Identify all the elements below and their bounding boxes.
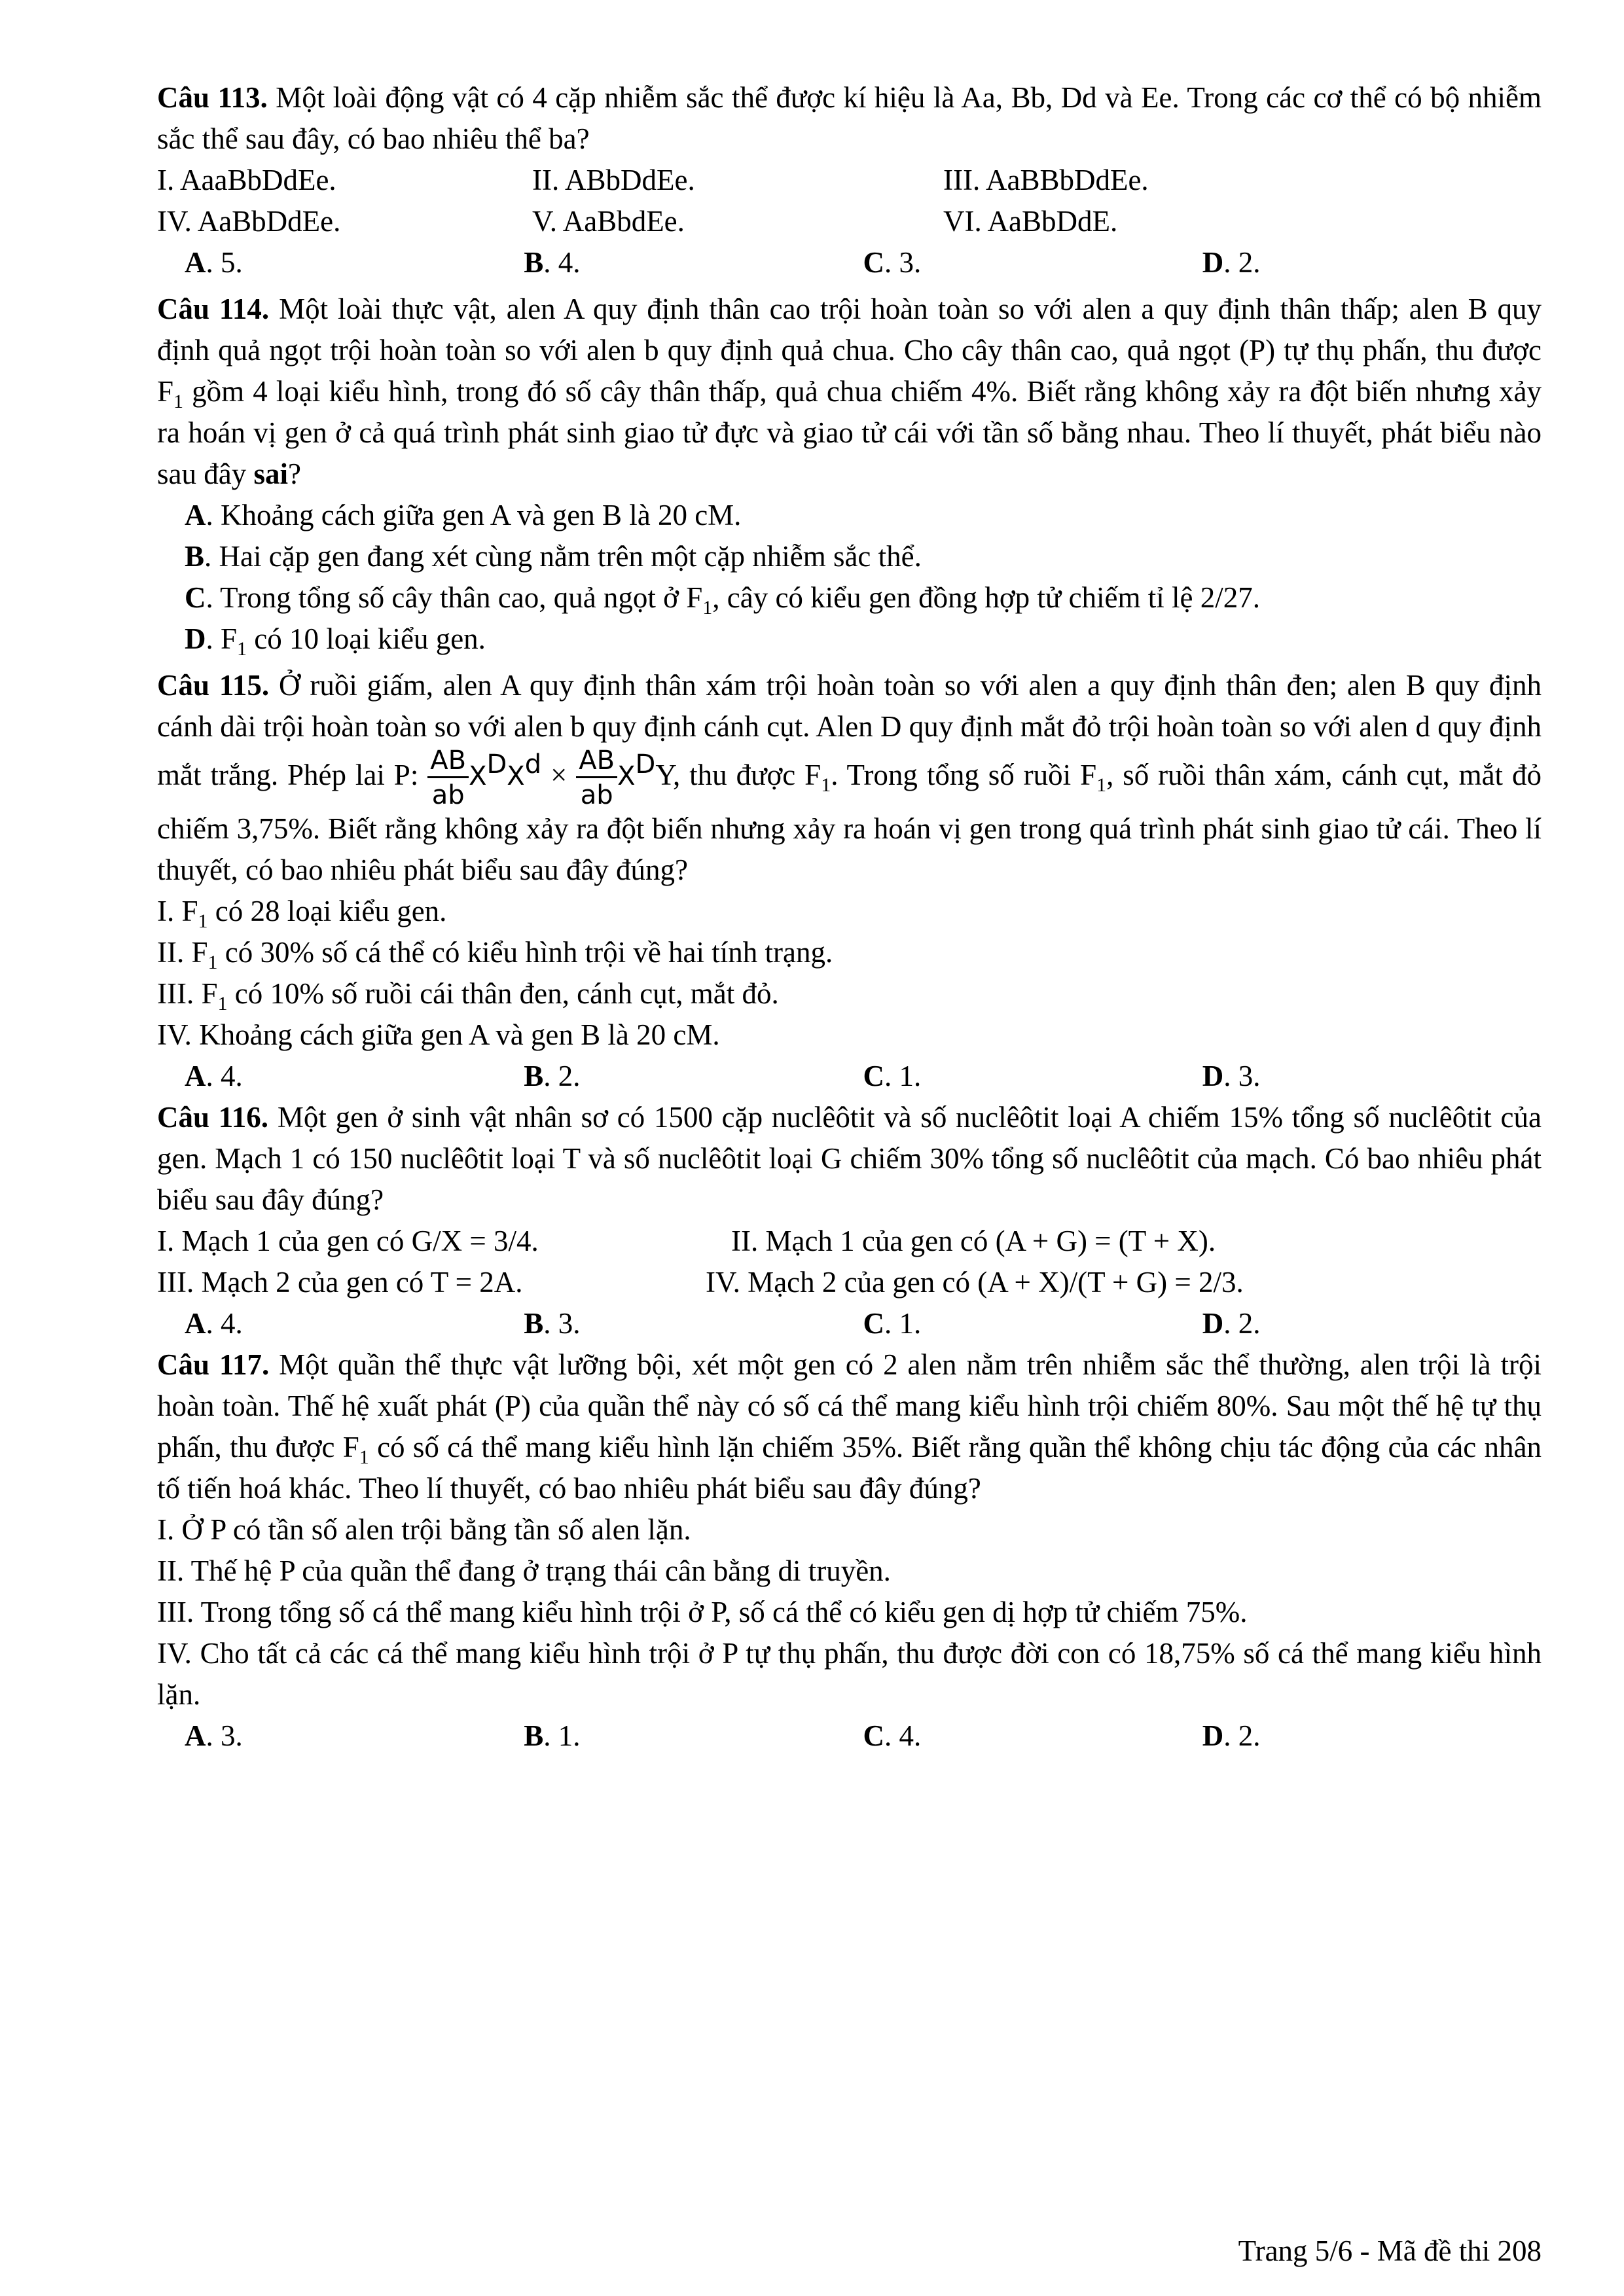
statement-iv: IV. Cho tất cả các cá thể mang kiểu hình trội ở P tự thụ phấn, thu được đời con có 18,75% số cá thể mang kiểu hình lặn.	[157, 1637, 1542, 1711]
question-113-items-row1	[157, 160, 1542, 201]
answer-b[interactable]: B. 3.	[524, 1307, 581, 1340]
answer-c[interactable]: C. 1.	[863, 1060, 922, 1092]
genotype-fraction: $\frac{AB}{ab}$	[576, 747, 617, 808]
answer-d[interactable]: D. 2.	[1202, 1307, 1261, 1340]
page-footer: Trang 5/6 - Mã đề thi 208	[1238, 2234, 1542, 2267]
question-114-stem: Câu 114. Một loài thực vật, alen A quy định thân cao trội hoàn toàn so với alen a quy định thân thấp; alen B quy định quả ngọt trội hoàn toàn so với alen b quy định quả chua. Cho cây thân cao, quả ngọt (P) tự thụ phấn, thu được $F_1$ gồm 4 loại kiểu hình, trong đó số cây thân thấp, quả chua chiếm 4%. Biết rằng không xảy ra đột biến nhưng xảy ra hoán vị gen ở cả quá trình phát sinh giao tử đực và giao tử cái với tần số bằng nhau. Theo lí thuyết, phát biểu nào sau đây sai?	[157, 293, 1542, 490]
question-116-stem: Câu 116. Một gen ở sinh vật nhân sơ có 1500 cặp nuclêôtit và số nuclêôtit loại A chiếm 15% tổng số nuclêôtit của gen. Mạch 1 có 150 nuclêôtit loại T và số nuclêôtit loại G chiếm 30% tổng số nuclêôtit của mạch. Có bao nhiêu phát biểu sau đây đúng?	[157, 1101, 1542, 1216]
answer-c[interactable]: C. 1.	[863, 1307, 922, 1340]
answer-a[interactable]: A. 4.	[185, 1060, 243, 1092]
statement-ii: II. $F_1$ có 30% số cá thể có kiểu hình trội về hai tính trạng.	[157, 936, 833, 973]
question-117-answers	[157, 1715, 1542, 1757]
statement-iv: IV. Khoảng cách giữa gen A và gen B là 20 cM.	[157, 1018, 720, 1051]
answer-d[interactable]: D. 2.	[1202, 1719, 1261, 1752]
statement-ii: II. Thế hệ P của quần thể đang ở trạng thái cân bằng di truyền.	[157, 1554, 891, 1587]
answer-d[interactable]: D. 2.	[1202, 246, 1261, 279]
question-117	[157, 1344, 1542, 1757]
question-113-items-row2	[157, 201, 1542, 242]
exam-page	[157, 77, 1542, 1757]
question-116-statements-row1	[157, 1221, 1542, 1262]
statement-iii: III. Trong tổng số cá thể mang kiểu hình trội ở P, số cá thể có kiểu gen dị hợp tử chiếm 75%.	[157, 1596, 1248, 1628]
question-116-answers	[157, 1303, 1542, 1344]
question-115-stem: Câu 115. Ở ruồi giấm, alen A quy định thân xám trội hoàn toàn so với alen a quy định thân đen; alen B quy định cánh dài trội hoàn toàn so với alen b quy định cánh cụt. Alen D quy định mắt đỏ trội hoàn toàn so với alen d quy định mắt trắng. Phép lai P: $\frac{AB}{ab}$ $X^DX^d$ × $\frac{AB}{ab}$ $X^DY$, thu được $F_1$. Trong tổng số ruồi $F_1$, số ruồi thân xám, cánh cụt, mắt đỏ chiếm 3,75%. Biết rằng không xảy ra đột biến nhưng xảy ra hoán vị gen trong quá trình phát sinh giao tử cái. Theo lí thuyết, có bao nhiêu phát biểu sau đây đúng?	[157, 669, 1542, 886]
answer-b[interactable]: B. 1.	[524, 1719, 581, 1752]
statement-iii: III. $F_1$ có 10% số ruồi cái thân đen, cánh cụt, mắt đỏ.	[157, 977, 779, 1014]
question-label: Câu 115.	[157, 669, 270, 702]
question-label: Câu 116.	[157, 1101, 269, 1134]
question-label: Câu 117.	[157, 1348, 270, 1381]
question-label: Câu 113.	[157, 81, 268, 114]
question-116-statements-row2	[157, 1262, 1542, 1303]
answer-c[interactable]: C. 3.	[863, 246, 922, 279]
answer-b[interactable]: B. 4.	[524, 246, 581, 279]
question-label: Câu 114.	[157, 293, 270, 325]
question-113-stem: Câu 113. Một loài động vật có 4 cặp nhiễm sắc thể được kí hiệu là Aa, Bb, Dd và Ee. Trong các cơ thể có bộ nhiễm sắc thể sau đây, có bao nhiêu thể ba?	[157, 81, 1542, 155]
item: I. AaaBbDdEe.	[157, 164, 336, 196]
statement-iv: IV. Mạch 2 của gen có (A + X)/(T + G) = 2/3.	[706, 1266, 1244, 1299]
item: II. ABbDdEe.	[532, 164, 695, 196]
item: IV. AaBbDdEe.	[157, 205, 341, 238]
answer-a[interactable]: A. Khoảng cách giữa gen A và gen B là 20 cM.	[185, 499, 742, 531]
answer-b[interactable]: B. Hai cặp gen đang xét cùng nằm trên một cặp nhiễm sắc thể.	[185, 540, 922, 573]
statement-iii: III. Mạch 2 của gen có T = 2A.	[157, 1266, 523, 1299]
statement-ii: II. Mạch 1 của gen có (A + G) = (T + X).	[731, 1225, 1216, 1257]
item: III. AaBBbDdEe.	[943, 164, 1149, 196]
answer-b[interactable]: B. 2.	[524, 1060, 581, 1092]
item: VI. AaBbDdE.	[943, 205, 1118, 238]
statement-i: I. Mạch 1 của gen có G/X = 3/4.	[157, 1225, 539, 1257]
answer-a[interactable]: A. 4.	[185, 1307, 243, 1340]
question-113-answers	[157, 242, 1542, 283]
answer-d[interactable]: D. 3.	[1202, 1060, 1261, 1092]
answer-d[interactable]: D. $F_1$ có 10 loại kiểu gen.	[185, 622, 486, 660]
genotype-fraction: $\frac{AB}{ab}$	[427, 747, 469, 808]
question-114	[157, 289, 1542, 660]
question-116	[157, 1097, 1542, 1344]
statement-i: I. $F_1$ có 28 loại kiểu gen.	[157, 895, 447, 932]
question-115	[157, 665, 1542, 1097]
question-115-answers	[157, 1056, 1542, 1097]
question-113	[157, 77, 1542, 283]
question-117-stem: Câu 117. Một quần thể thực vật lưỡng bội, xét một gen có 2 alen nằm trên nhiễm sắc thể thường, alen trội là trội hoàn toàn. Thế hệ xuất phát (P) của quần thể này có số cá thể mang kiểu hình trội chiếm 80%. Sau một thế hệ tự thụ phấn, thu được $F_1$ có số cá thể mang kiểu hình lặn chiếm 35%. Biết rằng quần thể không chịu tác động của các nhân tố tiến hoá khác. Theo lí thuyết, có bao nhiêu phát biểu sau đây đúng?	[157, 1348, 1542, 1505]
answer-a[interactable]: A. 5.	[185, 246, 243, 279]
item: V. AaBbdEe.	[532, 205, 685, 238]
answer-c[interactable]: C. Trong tổng số cây thân cao, quả ngọt ở $F_1$, cây có kiểu gen đồng hợp tử chiếm tỉ lệ 2/27.	[185, 581, 1261, 619]
answer-c[interactable]: C. 4.	[863, 1719, 922, 1752]
answer-a[interactable]: A. 3.	[185, 1719, 243, 1752]
statement-i: I. Ở P có tần số alen trội bằng tần số alen lặn.	[157, 1513, 691, 1546]
